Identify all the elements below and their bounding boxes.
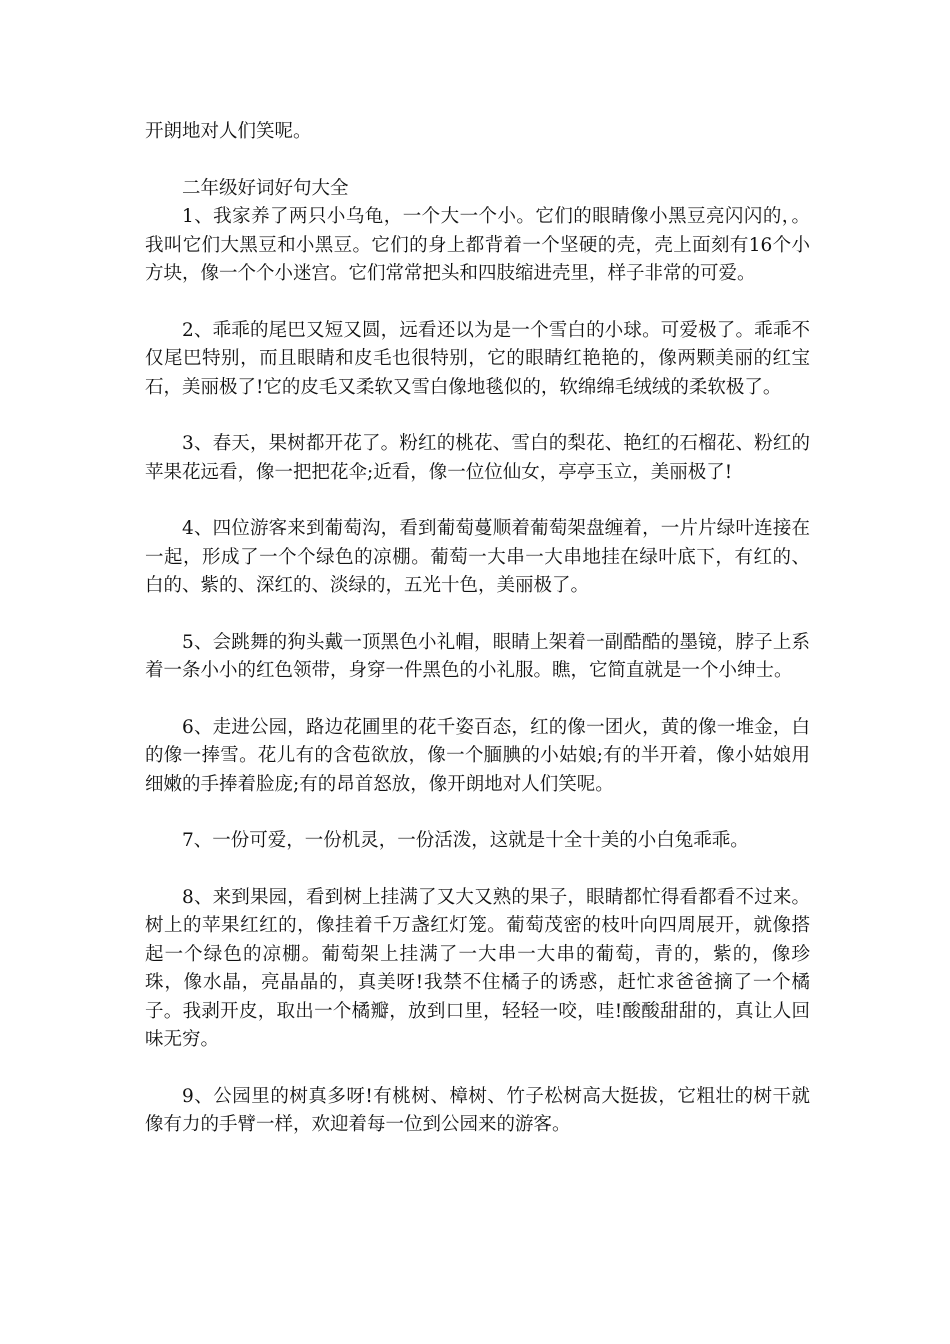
paragraph-4: 4、四位游客来到葡萄沟，看到葡萄蔓顺着葡萄架盘缠着，一片片绿叶连接在一起，形成了一个个绿色的凉棚。葡萄一大串一大串地挂在绿叶底下，有红的、白的、紫的、深红的、淡绿的，五光十色，美丽极了。 bbox=[145, 518, 810, 596]
section-heading: 二年级好词好句大全 bbox=[182, 177, 349, 199]
lead-line: 开朗地对人们笑呢。 bbox=[145, 121, 312, 142]
document-page bbox=[145, 118, 810, 1140]
paragraph-3: 3、春天，果树都开花了。粉红的桃花、雪白的梨花、艳红的石榴花、粉红的苹果花远看，像一把把花伞;近看，像一位位仙女，亭亭玉立，美丽极了! bbox=[145, 433, 810, 483]
paragraph-2: 2、乖乖的尾巴又短又圆，远看还以为是一个雪白的小球。可爱极了。乖乖不仅尾巴特别，而且眼睛和皮毛也很特别，它的眼睛红艳艳的，像两颗美丽的红宝石，美丽极了!它的皮毛又柔软又雪白像地毯似的，软绵绵毛绒绒的柔软极了。 bbox=[145, 319, 810, 398]
paragraph-6: 6、走进公园，路边花圃里的花千姿百态，红的像一团火，黄的像一堆金，白的像一捧雪。花儿有的含苞欲放，像一个腼腆的小姑娘;有的半开着，像小姑娘用细嫩的手捧着脸庞;有的昂首怒放，像开朗地对人们笑呢。 bbox=[145, 716, 810, 795]
paragraph-7: 7、一份可爱，一份机灵，一份活泼，这就是十全十美的小白兔乖乖。 bbox=[182, 830, 749, 851]
paragraph-9: 9、公园里的树真多呀!有桃树、樟树、竹子松树高大挺拔，它粗壮的树干就像有力的手臂一样，欢迎着每一位到公园来的游客。 bbox=[145, 1085, 810, 1135]
paragraph-5: 5、会跳舞的狗头戴一顶黑色小礼帽，眼睛上架着一副酷酷的墨镜，脖子上系着一条小小的红色领带，身穿一件黑色的小礼服。瞧，它简直就是一个小绅士。 bbox=[145, 631, 810, 681]
paragraph-1: 1、我家养了两只小乌龟，一个大一个小。它们的眼睛像小黑豆亮闪闪的，。我叫它们大黑豆和小黑豆。它们的身上都背着一个坚硬的壳，壳上面刻有16个小方块，像一个个小迷宫。它们常常把头和四肢缩进壳里，样子非常的可爱。 bbox=[145, 206, 810, 284]
paragraph-8: 8、来到果园，看到树上挂满了又大又熟的果子，眼睛都忙得看都看不过来。树上的苹果红红的，像挂着千万盏红灯笼。葡萄茂密的枝叶向四周展开，就像搭起一个绿色的凉棚。葡萄架上挂满了一大串一大串的葡萄，青的，紫的，像珍珠，像水晶，亮晶晶的，真美呀!我禁不住橘子的诱惑，赶忙求爸爸摘了一个橘子。我剥开皮，取出一个橘瓣，放到口里，轻轻一咬，哇!酸酸甜甜的，真让人回味无穷。 bbox=[145, 886, 811, 1050]
